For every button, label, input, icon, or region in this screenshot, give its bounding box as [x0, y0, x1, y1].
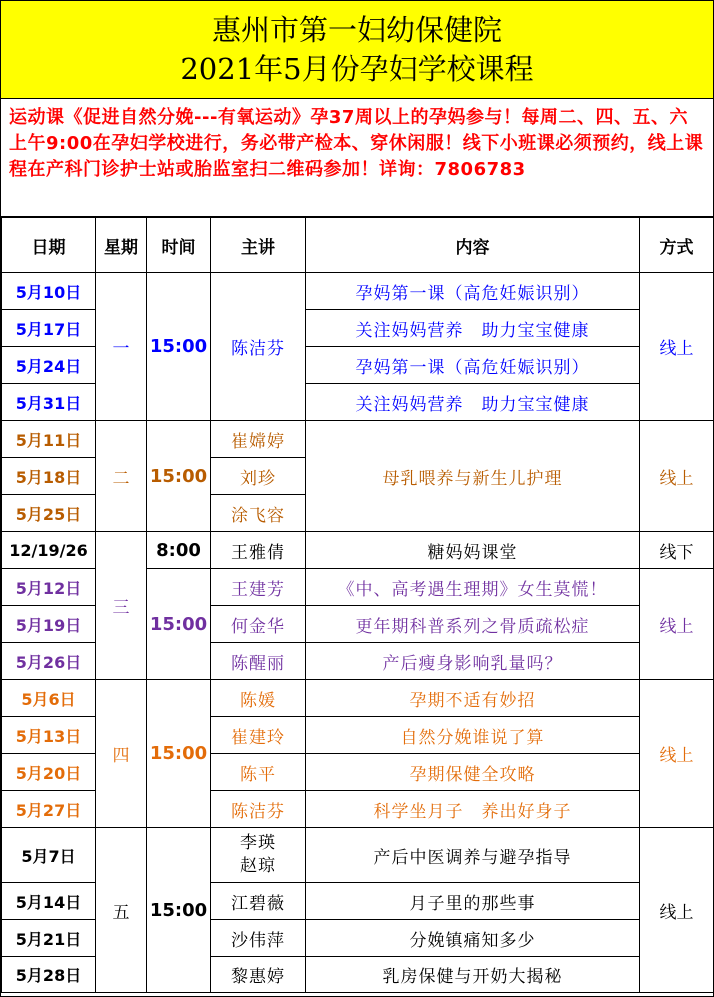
- content-cell: 孕期保健全攻略: [306, 754, 640, 791]
- speaker-cell: 陈平: [211, 754, 306, 791]
- speaker-name: 赵琼: [240, 856, 276, 876]
- schedule-title: 2021年5月份孕妇学校课程: [180, 51, 534, 86]
- content-cell: 孕期不适有妙招: [306, 680, 640, 717]
- time-cell: 15:00: [147, 569, 211, 680]
- date-cell: 5月21日: [2, 920, 96, 957]
- speaker-cell: 陈洁芬: [211, 791, 306, 828]
- content-cell: 关注妈妈营养 助力宝宝健康: [306, 384, 640, 421]
- date-cell: 5月6日: [2, 680, 96, 717]
- title-banner: [1, 1, 713, 99]
- date-cell: 5月13日: [2, 717, 96, 754]
- speaker-cell: 刘珍: [211, 458, 306, 495]
- mode-cell: 线上: [640, 680, 714, 828]
- speaker-cell: 崔嫦婷: [211, 421, 306, 458]
- date-cell: 5月12日: [2, 569, 96, 606]
- content-cell: 糖妈妈课堂: [306, 532, 640, 569]
- weekday-cell: 三: [96, 532, 147, 680]
- date-cell: 5月27日: [2, 791, 96, 828]
- date-cell: 5月24日: [2, 347, 96, 384]
- date-cell: 5月10日: [2, 273, 96, 310]
- speaker-cell: 涂飞容: [211, 495, 306, 532]
- date-cell: 5月25日: [2, 495, 96, 532]
- content-cell: 产后中医调养与避孕指导: [306, 828, 640, 883]
- header-time: 时间: [147, 218, 211, 273]
- speaker-cell: 黎惠婷: [211, 957, 306, 993]
- content-cell: 科学坐月子 养出好身子: [306, 791, 640, 828]
- time-cell: 15:00: [147, 273, 211, 421]
- date-cell: 12/19/26: [2, 532, 96, 569]
- hospital-name: 惠州市第一妇幼保健院: [211, 12, 502, 47]
- speaker-cell: 王建芳: [211, 569, 306, 606]
- header-weekday: 星期: [96, 218, 147, 273]
- date-cell: 5月26日: [2, 643, 96, 680]
- table-row: [2, 273, 714, 310]
- speaker-cell: 陈洁芬: [211, 273, 306, 421]
- table-row: [2, 680, 714, 717]
- content-cell: 母乳喂养与新生儿护理: [306, 421, 640, 532]
- speaker-cell: 沙伟萍: [211, 920, 306, 957]
- date-cell: 5月14日: [2, 883, 96, 920]
- weekday-cell: 二: [96, 421, 147, 532]
- speaker-cell: [211, 828, 306, 883]
- mode-cell: 线上: [640, 421, 714, 532]
- time-cell: 15:00: [147, 680, 211, 828]
- date-cell: 5月18日: [2, 458, 96, 495]
- time-cell: 8:00: [147, 532, 211, 569]
- schedule-table: [1, 217, 714, 993]
- content-cell: 孕妈第一课（高危妊娠识别）: [306, 347, 640, 384]
- speaker-cell: 江碧薇: [211, 883, 306, 920]
- speaker-cell: 何金华: [211, 606, 306, 643]
- date-cell: 5月31日: [2, 384, 96, 421]
- time-cell: 15:00: [147, 828, 211, 993]
- time-cell: 15:00: [147, 421, 211, 532]
- weekday-cell: 一: [96, 273, 147, 421]
- mode-cell: 线上: [640, 273, 714, 421]
- content-cell: 分娩镇痛知多少: [306, 920, 640, 957]
- date-cell: 5月17日: [2, 310, 96, 347]
- speaker-cell: 陈媛: [211, 680, 306, 717]
- mode-cell: 线上: [640, 569, 714, 680]
- table-row: [2, 421, 714, 458]
- header-content: 内容: [306, 218, 640, 273]
- content-cell: 更年期科普系列之骨质疏松症: [306, 606, 640, 643]
- date-cell: 5月20日: [2, 754, 96, 791]
- content-cell: 《中、高考遇生理期》女生莫慌！: [306, 569, 640, 606]
- header-speaker: 主讲: [211, 218, 306, 273]
- weekday-cell: 四: [96, 680, 147, 828]
- mode-cell: 线下: [640, 532, 714, 569]
- date-cell: 5月11日: [2, 421, 96, 458]
- speaker-cell: 王雅倩: [211, 532, 306, 569]
- speaker-name: 李瑛: [240, 833, 276, 853]
- header-date: 日期: [2, 218, 96, 273]
- content-cell: 产后瘦身影响乳量吗？: [306, 643, 640, 680]
- mode-cell: 线上: [640, 828, 714, 993]
- header-mode: 方式: [640, 218, 714, 273]
- content-cell: 自然分娩谁说了算: [306, 717, 640, 754]
- content-cell: 关注妈妈营养 助力宝宝健康: [306, 310, 640, 347]
- weekday-cell: 五: [96, 828, 147, 993]
- date-cell: 5月7日: [2, 828, 96, 883]
- speaker-cell: 崔建玲: [211, 717, 306, 754]
- content-cell: 乳房保健与开奶大揭秘: [306, 957, 640, 993]
- table-row: [2, 828, 714, 883]
- content-cell: 月子里的那些事: [306, 883, 640, 920]
- table-row: [2, 532, 714, 569]
- speaker-cell: 陈醒丽: [211, 643, 306, 680]
- notice-text: 运动课《促进自然分娩---有氧运动》孕37周以上的孕妈参与！每周二、四、五、六上午9:00在孕妇学校进行，务必带产检本、穿休闲服！线下小班课必须预约，线上课程在产科门诊护士站或胎监室扫二维码参加！详询：7806783: [1, 99, 713, 217]
- date-cell: 5月28日: [2, 957, 96, 993]
- header-row: [2, 218, 714, 273]
- date-cell: 5月19日: [2, 606, 96, 643]
- content-cell: 孕妈第一课（高危妊娠识别）: [306, 273, 640, 310]
